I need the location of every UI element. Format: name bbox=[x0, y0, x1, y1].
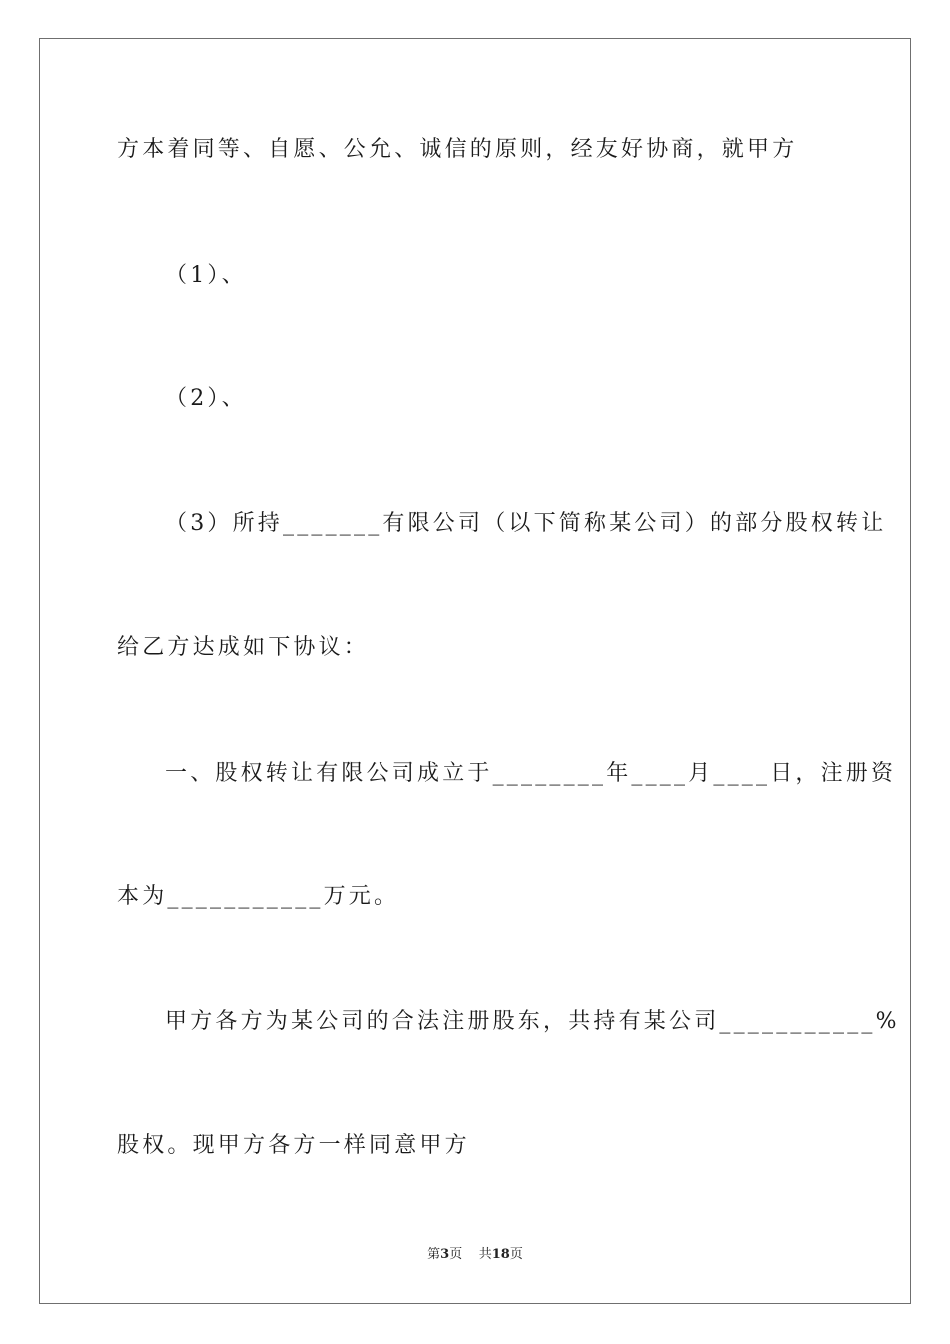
paragraph-line-7: 本为___________万元。 bbox=[117, 884, 400, 909]
paragraph-line-9: 股权。现甲方各方一样同意甲方 bbox=[117, 1133, 470, 1158]
paragraph-line-6: 一、股权转让有限公司成立于________年____月____日，注册资 bbox=[165, 761, 897, 786]
paragraph-line-4: （3）所持_______有限公司（以下简称某公司）的部分股权转让 bbox=[165, 511, 887, 536]
footer-total-pages: 18 bbox=[491, 1247, 510, 1262]
footer-page-number: 3 bbox=[440, 1247, 450, 1262]
page-footer bbox=[0, 1247, 950, 1263]
paragraph-line-8: 甲方各方为某公司的合法注册股东，共持有某公司___________% bbox=[165, 1009, 900, 1034]
footer-page-suffix: 页 bbox=[449, 1247, 463, 1262]
paragraph-line-2: （1）、 bbox=[165, 263, 247, 288]
footer-total-prefix: 共 bbox=[478, 1247, 492, 1262]
paragraph-line-1: 方本着同等、自愿、公允、诚信的原则，经友好协商，就甲方 bbox=[117, 137, 798, 162]
footer-page-prefix: 第 bbox=[427, 1247, 441, 1262]
paragraph-line-5: 给乙方达成如下协议： bbox=[117, 635, 370, 660]
page-border bbox=[39, 38, 911, 1304]
footer-total-suffix: 页 bbox=[509, 1247, 523, 1262]
paragraph-line-3: （2）、 bbox=[165, 386, 247, 411]
